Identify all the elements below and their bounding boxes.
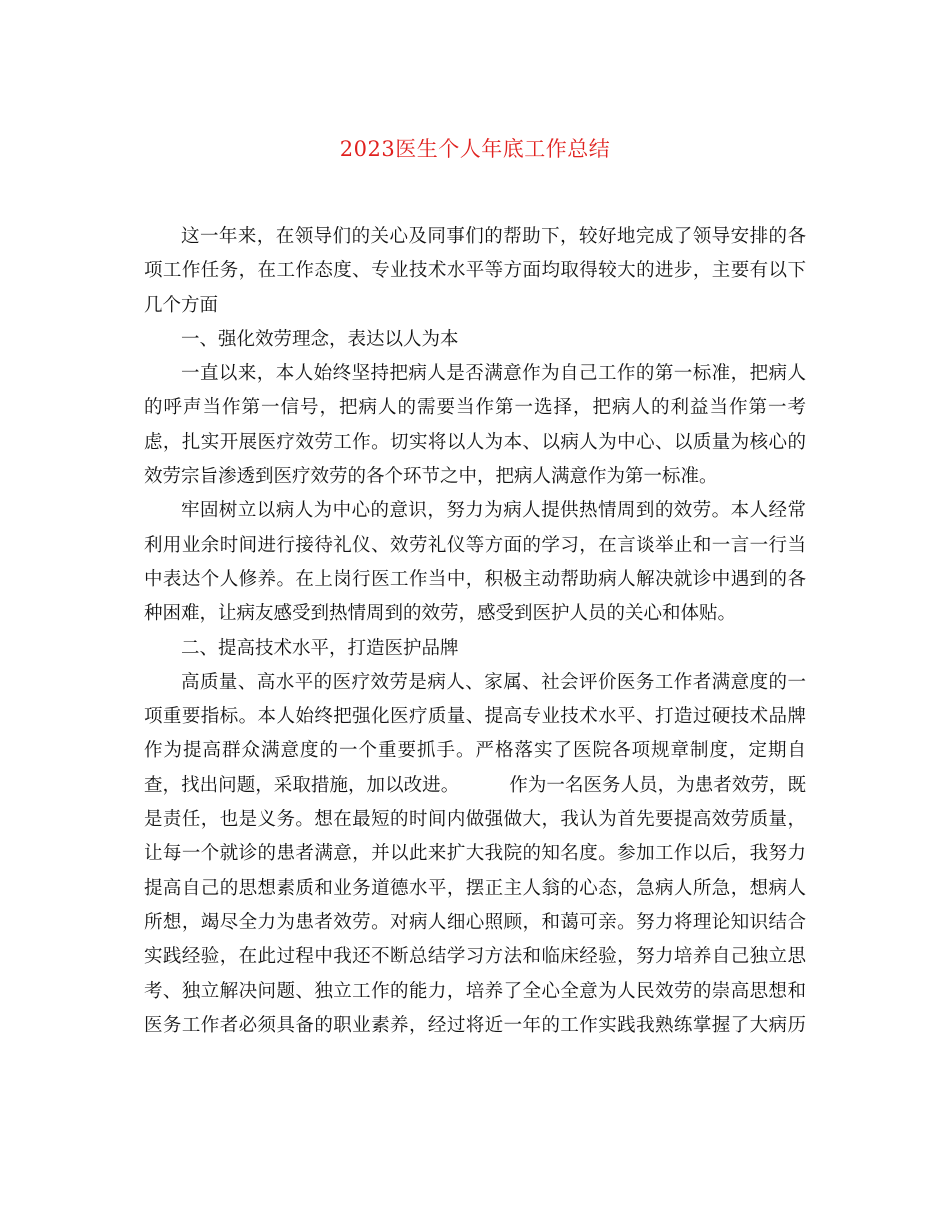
paragraph-line: 虑，扎实开展医疗效劳工作。切实将以人为本、以病人为中心、以质量为核心的 (144, 431, 806, 453)
section-heading: 一、强化效劳理念，表达以人为本 (181, 328, 459, 350)
paragraph-line: 这一年来，在领导们的关心及同事们的帮助下，较好地完成了领导安排的各 (181, 226, 806, 247)
paragraph-line: 提高自己的思想素质和业务道德水平，摆正主人翁的心态，急病人所急，想病人 (144, 877, 806, 899)
paragraph-line: 的呼声当作第一信号，把病人的需要当作第一选择，把病人的利益当作第一考 (144, 397, 806, 419)
paragraph-line: 实践经验，在此过程中我还不断总结学习方法和临床经验，努力培养自己独立思 (144, 946, 806, 968)
paragraph-line: 项工作任务，在工作态度、专业技术水平等方面均取得较大的进步，主要有以下 (144, 260, 806, 282)
paragraph-line (144, 769, 806, 803)
paragraph-line: 牢固树立以病人为中心的意识，努力为病人提供热情周到的效劳。本人经常 (181, 500, 806, 522)
paragraph-line: 所想，竭尽全力为患者效劳。对病人细心照顾，和蔼可亲。努力将理论知识结合 (144, 911, 806, 933)
paragraph-line: 高质量、高水平的医疗效劳是病人、家属、社会评价医务工作者满意度的一 (181, 671, 806, 693)
paragraph-line: 是责任，也是义务。想在最短的时间内做强做大，我认为首先要提高效劳质量， (144, 809, 806, 831)
document-body (144, 220, 806, 1043)
paragraph-line: 利用业余时间进行接待礼仪、效劳礼仪等方面的学习，在言谈举止和一言一行当 (144, 534, 806, 556)
paragraph-line: 中表达个人修养。在上岗行医工作当中，积极主动帮助病人解决就诊中遇到的各 (144, 568, 806, 590)
paragraph-line: 效劳宗旨渗透到医疗效劳的各个环节之中，把病人满意作为第一标准。 (144, 466, 718, 488)
paragraph-segment: 作为一名医务人员，为患者效劳，既 (509, 774, 806, 796)
paragraph-line: 一直以来，本人始终坚持把病人是否满意作为自己工作的第一标准，把病人 (181, 363, 806, 385)
document-title: 2023医生个人年底工作总结 (339, 137, 611, 161)
paragraph-line: 种困难，让病友感受到热情周到的效劳，感受到医护人员的关心和体贴。 (144, 603, 737, 625)
paragraph-line: 几个方面 (144, 294, 219, 316)
paragraph-line: 让每一个就诊的患者满意，并以此来扩大我院的知名度。参加工作以后，我努力 (144, 843, 806, 865)
paragraph-line: 作为提高群众满意度的一个重要抓手。严格落实了医院各项规章制度，定期自 (144, 740, 806, 762)
paragraph-line: 项重要指标。本人始终把强化医疗质量、提高专业技术水平、打造过硬技术品牌 (144, 706, 806, 728)
section-heading: 二、提高技术水平，打造医护品牌 (181, 637, 459, 659)
paragraph-line: 考、独立解决问题、独立工作的能力，培养了全心全意为人民效劳的崇高思想和 (144, 980, 806, 1002)
paragraph-segment: 查，找出问题，采取措施，加以改进。 (144, 774, 460, 796)
paragraph-line: 医务工作者必须具备的职业素养，经过将近一年的工作实践我熟练掌握了大病历 (144, 1014, 806, 1036)
